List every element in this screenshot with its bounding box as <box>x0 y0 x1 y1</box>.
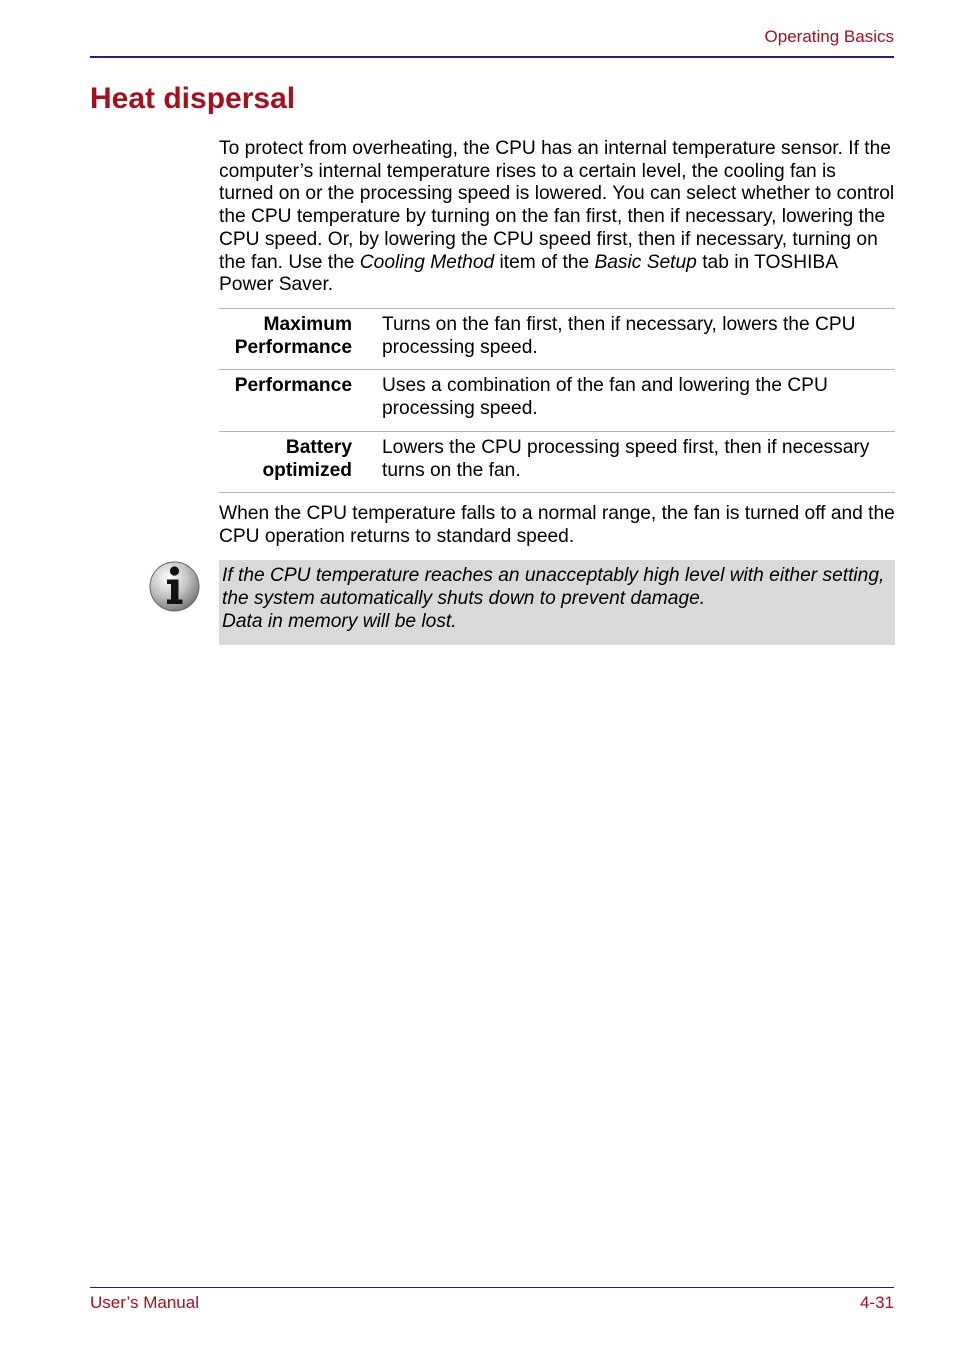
setting-description: Turns on the fan first, then if necessary, lowers the CPU processing speed. <box>382 314 856 358</box>
page-number: 4-31 <box>859 1293 894 1312</box>
intro-text-3: tab in TOSHIBA Power Saver. <box>219 251 837 296</box>
note-text: If the CPU temperature reaches an unacceptably high level with either setting, the system automatically shuts down to prevent damage. <box>222 565 885 609</box>
cooling-settings-table <box>219 308 895 493</box>
setting-term: Maximum Performance <box>234 314 352 358</box>
page-title: Heat dispersal <box>90 82 296 115</box>
table-row <box>219 309 895 370</box>
cooling-method-term: Cooling Method <box>359 251 495 273</box>
intro-text-2: item of the <box>494 251 595 273</box>
setting-description: Lowers the CPU processing speed first, then if necessary turns on the fan. <box>382 436 870 481</box>
intro-paragraph <box>219 138 895 297</box>
basic-setup-term: Basic Setup <box>594 251 697 273</box>
note-box <box>219 560 895 645</box>
page-footer <box>90 1287 894 1316</box>
manual-name: User’s Manual <box>90 1293 199 1312</box>
after-paragraph: When the CPU temperature falls to a normal range, the fan is turned off and the CPU operation returns to standard speed. <box>219 503 895 547</box>
intro-text-1: To protect from overheating, the CPU has an internal temperature sensor. If the computer’s internal temperature rises to a certain level, the cooling fan is turned on or the processing speed is lowered. You can select whether to control the CPU temperature by turning on the fan first, then if necessary, lowering the CPU speed. Or, by lowering the CPU speed first, then if necessary, turning on the fan. Use the <box>219 138 895 273</box>
setting-description: Uses a combination of the fan and lowering the CPU processing speed. <box>382 375 828 420</box>
info-icon <box>149 561 200 612</box>
setting-term: Performance <box>234 375 352 397</box>
table-row <box>219 431 895 492</box>
note-text: Data in memory will be lost. <box>222 611 457 632</box>
table-row <box>219 370 895 431</box>
running-header <box>90 26 894 58</box>
header-section-name: Operating Basics <box>764 27 894 46</box>
setting-term: Battery optimized <box>262 436 352 481</box>
